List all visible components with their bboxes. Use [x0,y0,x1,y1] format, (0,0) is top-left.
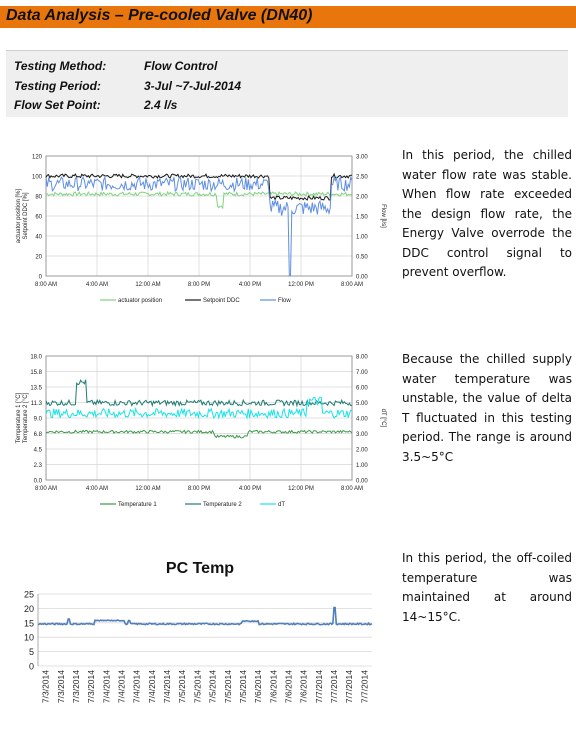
x-tick-label: 7/4/2014 [131,670,142,704]
legend-label: Temperature 1 [118,502,157,508]
y-tick-label: 15 [23,618,34,629]
y2-tick-label: 5.00 [356,401,368,407]
y2-tick-label: 3.00 [356,432,368,438]
x-tick-label: 7/3/2014 [40,670,51,704]
y2-tick-label: 6.00 [356,385,368,392]
y-tick-label: 11.3 [30,401,42,407]
x-tick-label: 4:00 AM [85,282,109,288]
y2-tick-label: 7.00 [356,370,368,376]
x-tick-label: 7/7/2014 [313,670,324,704]
y2-tick-label: 8.00 [356,354,368,361]
y-tick-label: 18.0 [30,354,42,361]
x-tick-label: 4:00 PM [238,282,262,288]
y2-tick-label: 4.00 [356,416,368,423]
x-tick-label: 8:00 AM [340,282,364,288]
y2-tick-label: 0.50 [356,254,368,261]
x-tick-label: 7/5/2014 [192,670,203,704]
x-tick-label: 7/6/2014 [283,670,294,704]
y-tick-label: 10 [23,632,34,643]
y-axis-label: Temperature 2 [°C] [23,392,29,444]
x-tick-label: 7/5/2014 [222,670,233,704]
y-axis-label: Temperature 1 [°C] [16,392,22,444]
x-tick-label: 7/6/2014 [268,670,279,704]
y-tick-label: 5 [28,647,34,658]
x-tick-label: 8:00 AM [340,486,364,492]
x-tick-label: 7/3/2014 [70,670,81,704]
info-value: Flow Control [144,59,218,73]
x-tick-label: 7/4/2014 [162,670,173,704]
y-tick-label: 4.5 [33,447,42,454]
y2-tick-label: 1.50 [356,214,368,221]
info-value: 2.4 l/s [144,98,178,112]
pc-temp-title: PC Temp [165,560,235,577]
legend-label: Temperature 2 [203,502,242,508]
y-tick-label: 15.8 [30,370,42,376]
x-tick-label: 12:00 PM [288,486,314,492]
info-label: Testing Method: [14,59,107,73]
y-tick-label: 9.0 [33,416,42,423]
y2-axis-label: dT [°C] [380,408,386,428]
y2-tick-label: 0.00 [356,478,368,485]
pc-temp-paragraph: In this period, the off-coiled temperature was maintained at around 14~15°C. [402,551,572,624]
info-label: Testing Period: [14,79,101,93]
x-tick-label: 12:00 PM [288,282,314,288]
info-label: Flow Set Point: [14,98,101,112]
x-tick-label: 7/3/2014 [86,670,97,704]
x-tick-label: 7/5/2014 [177,670,188,704]
x-tick-label: 7/7/2014 [344,670,355,704]
y-tick-label: 60 [35,214,42,221]
x-tick-label: 7/4/2014 [101,670,112,704]
y-tick-label: 6.8 [33,432,42,438]
x-tick-label: 12:00 AM [135,282,161,288]
y2-tick-label: 1.00 [356,463,368,469]
x-tick-label: 7/7/2014 [329,670,340,704]
flow-chart [12,148,388,320]
temperature-paragraph: Because the chilled supply water temperature was unstable, the value of delta T fluctuated in this testing period. The range is around 3.5~5°C [402,352,572,464]
x-tick-label: 4:00 PM [238,486,262,492]
y-tick-label: 25 [23,589,34,600]
title-bar [0,6,576,28]
y-axis-label: actuator position [%] [16,188,22,244]
x-tick-label: 7/3/2014 [55,670,66,704]
y-tick-label: 120 [31,154,42,161]
y-tick-label: 0 [28,661,34,672]
pc-temp-chart [10,588,380,726]
x-tick-label: 4:00 AM [85,486,109,492]
x-tick-label: 7/6/2014 [253,670,264,704]
page-title: Data Analysis – Pre-cooled Valve (DN40) [6,7,313,24]
y-tick-label: 20 [23,603,34,614]
y2-axis-label: Flow [l/s] [380,204,386,228]
y2-tick-label: 2.50 [356,174,368,181]
x-tick-label: 7/4/2014 [146,670,157,704]
x-tick-label: 8:00 AM [34,486,58,492]
temperature-chart [12,350,388,508]
y-tick-label: 2.3 [33,463,42,469]
y-axis-label: Setpoint DDC [%] [23,192,29,240]
series-line [38,608,372,625]
y-tick-label: 0 [38,274,42,281]
test-info-box [6,50,568,117]
y2-tick-label: 0.00 [356,274,368,281]
x-tick-label: 12:00 AM [135,486,161,492]
x-tick-label: 7/4/2014 [116,670,127,704]
y-tick-label: 80 [35,194,42,201]
y2-tick-label: 2.00 [356,447,368,454]
info-value: 3-Jul ~7-Jul-2014 [144,79,242,93]
x-tick-label: 8:00 PM [187,282,211,288]
legend-label: dT [278,502,286,508]
y-tick-label: 40 [35,234,42,241]
x-tick-label: 8:00 PM [187,486,211,492]
y2-tick-label: 1.00 [356,234,368,241]
y-tick-label: 13.5 [30,385,42,392]
y2-tick-label: 3.00 [356,154,368,161]
x-tick-label: 7/7/2014 [359,670,370,704]
x-tick-label: 7/5/2014 [237,670,248,704]
y-tick-label: 100 [31,174,42,181]
legend-label: Flow [278,298,291,304]
legend-label: Setpoint DDC [203,298,240,304]
x-tick-label: 8:00 AM [34,282,58,288]
y-tick-label: 0.0 [33,478,42,485]
flow-paragraph: In this period, the chilled water flow rate was stable. When flow rate exceeded the design flow rate, the Energy Valve overrode the DDC control signal to prevent overflow. [402,148,572,279]
y-tick-label: 20 [35,254,42,261]
y2-tick-label: 2.00 [356,194,368,201]
x-tick-label: 7/5/2014 [207,670,218,704]
legend-label: actuator position [118,298,163,304]
x-tick-label: 7/6/2014 [298,670,309,704]
